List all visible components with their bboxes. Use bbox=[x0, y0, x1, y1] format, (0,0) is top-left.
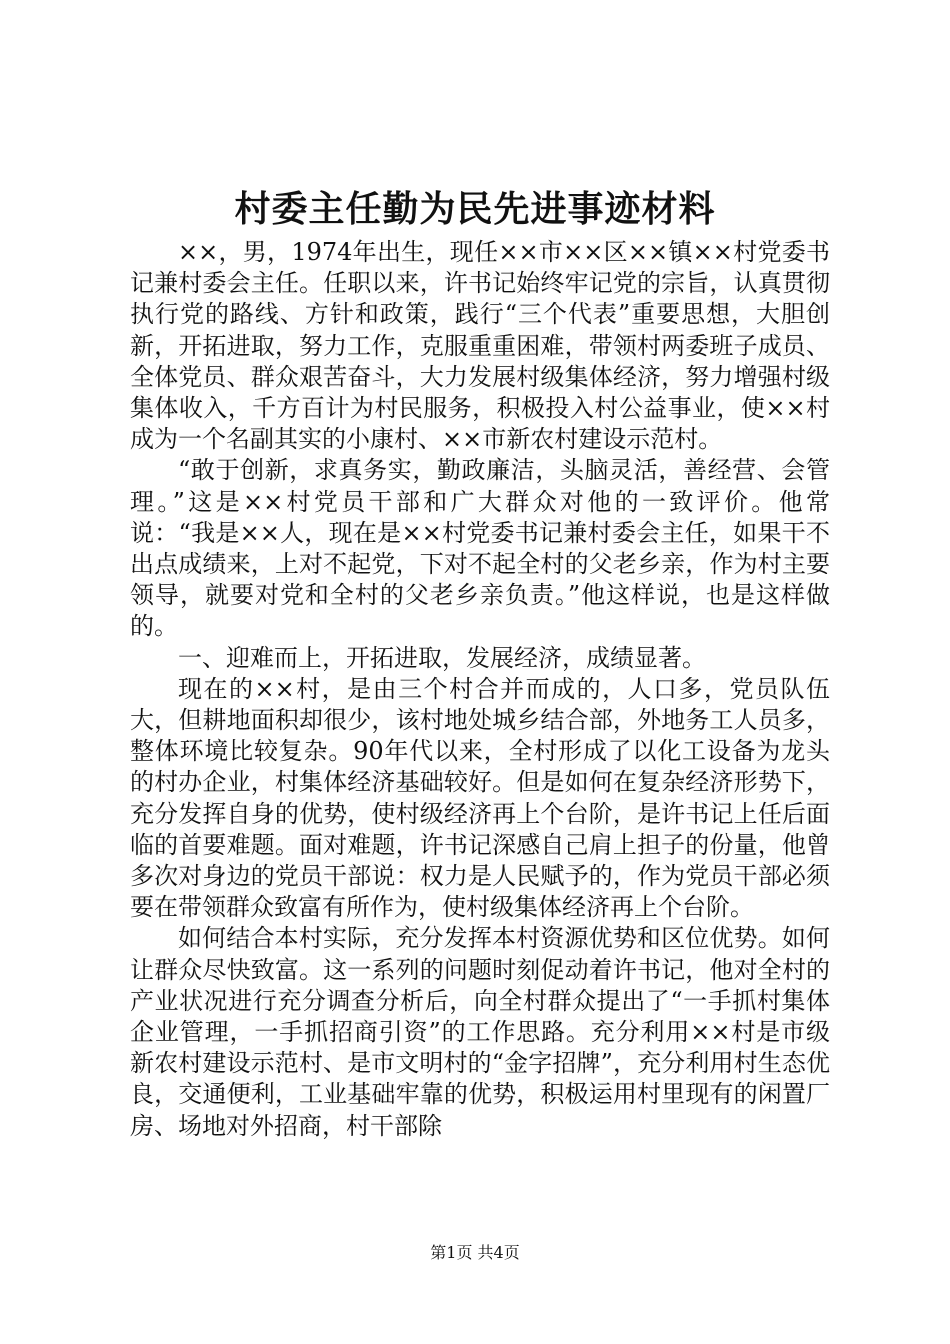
paragraph-evaluation: “敢于创新，求真务实，勤政廉洁，头脑灵活，善经营、会管理。”这是××村党员干部和广大群众对他的一致评价。他常说：“我是××人，现在是××村党委书记兼村委会主任，如果干不出点成绩来，上对不起党，下对不起全村的父老乡亲，作为村主要领导，就要对党和全村的父老乡亲负责。”他这样说，也是这样做的。 bbox=[130, 456, 830, 641]
section-heading-one: 一、迎难而上，开拓进取，发展经济，成绩显著。 bbox=[178, 643, 706, 672]
page-number-footer: 第1页 共4页 bbox=[430, 1243, 520, 1262]
document-body bbox=[130, 237, 830, 1142]
paragraph-work-approach: 如何结合本村实际，充分发挥本村资源优势和区位优势。如何让群众尽快致富。这一系列的问题时刻促动着许书记，他对全村的产业状况进行充分调查分析后，向全村群众提出了“一手抓村集体企业管理，一手抓招商引资”的工作思路。充分利用××村是市级新农村建设示范村、是市文明村的“金字招牌”，充分利用村生态优良，交通便利，工业基础牢靠的优势，积极运用村里现有的闲置厂房、场地对外招商，村干部除 bbox=[130, 924, 830, 1140]
document-title: 村委主任勤为民先进事迹材料 bbox=[234, 188, 716, 230]
paragraph-village-background: 现在的××村，是由三个村合并而成的，人口多，党员队伍大，但耕地面积却很少，该村地处城乡结合部，外地务工人员多，整体环境比较复杂。90年代以来，全村形成了以化工设备为龙头的村办企业，村集体经济基础较好。但是如何在复杂经济形势下，充分发挥自身的优势，使村级经济再上个台阶，是许书记上任后面临的首要难题。面对难题，许书记深感自己肩上担子的份量，他曾多次对身边的党员干部说：权力是人民赋予的，作为党员干部必须要在带领群众致富有所作为，使村级集体经济再上个台阶。 bbox=[130, 674, 830, 922]
paragraph-intro: ××，男，1974年出生，现任××市××区××镇××村党委书记兼村委会主任。任职以来，许书记始终牢记党的宗旨，认真贯彻执行党的路线、方针和政策，践行“三个代表”重要思想，大胆创新，开拓进取，努力工作，克服重重困难，带领村两委班子成员、全体党员、群众艰苦奋斗，大力发展村级集体经济，努力增强村级集体收入，千方百计为村民服务，积极投入村公益事业，使××村成为一个名副其实的小康村、××市新农村建设示范村。 bbox=[130, 238, 830, 454]
